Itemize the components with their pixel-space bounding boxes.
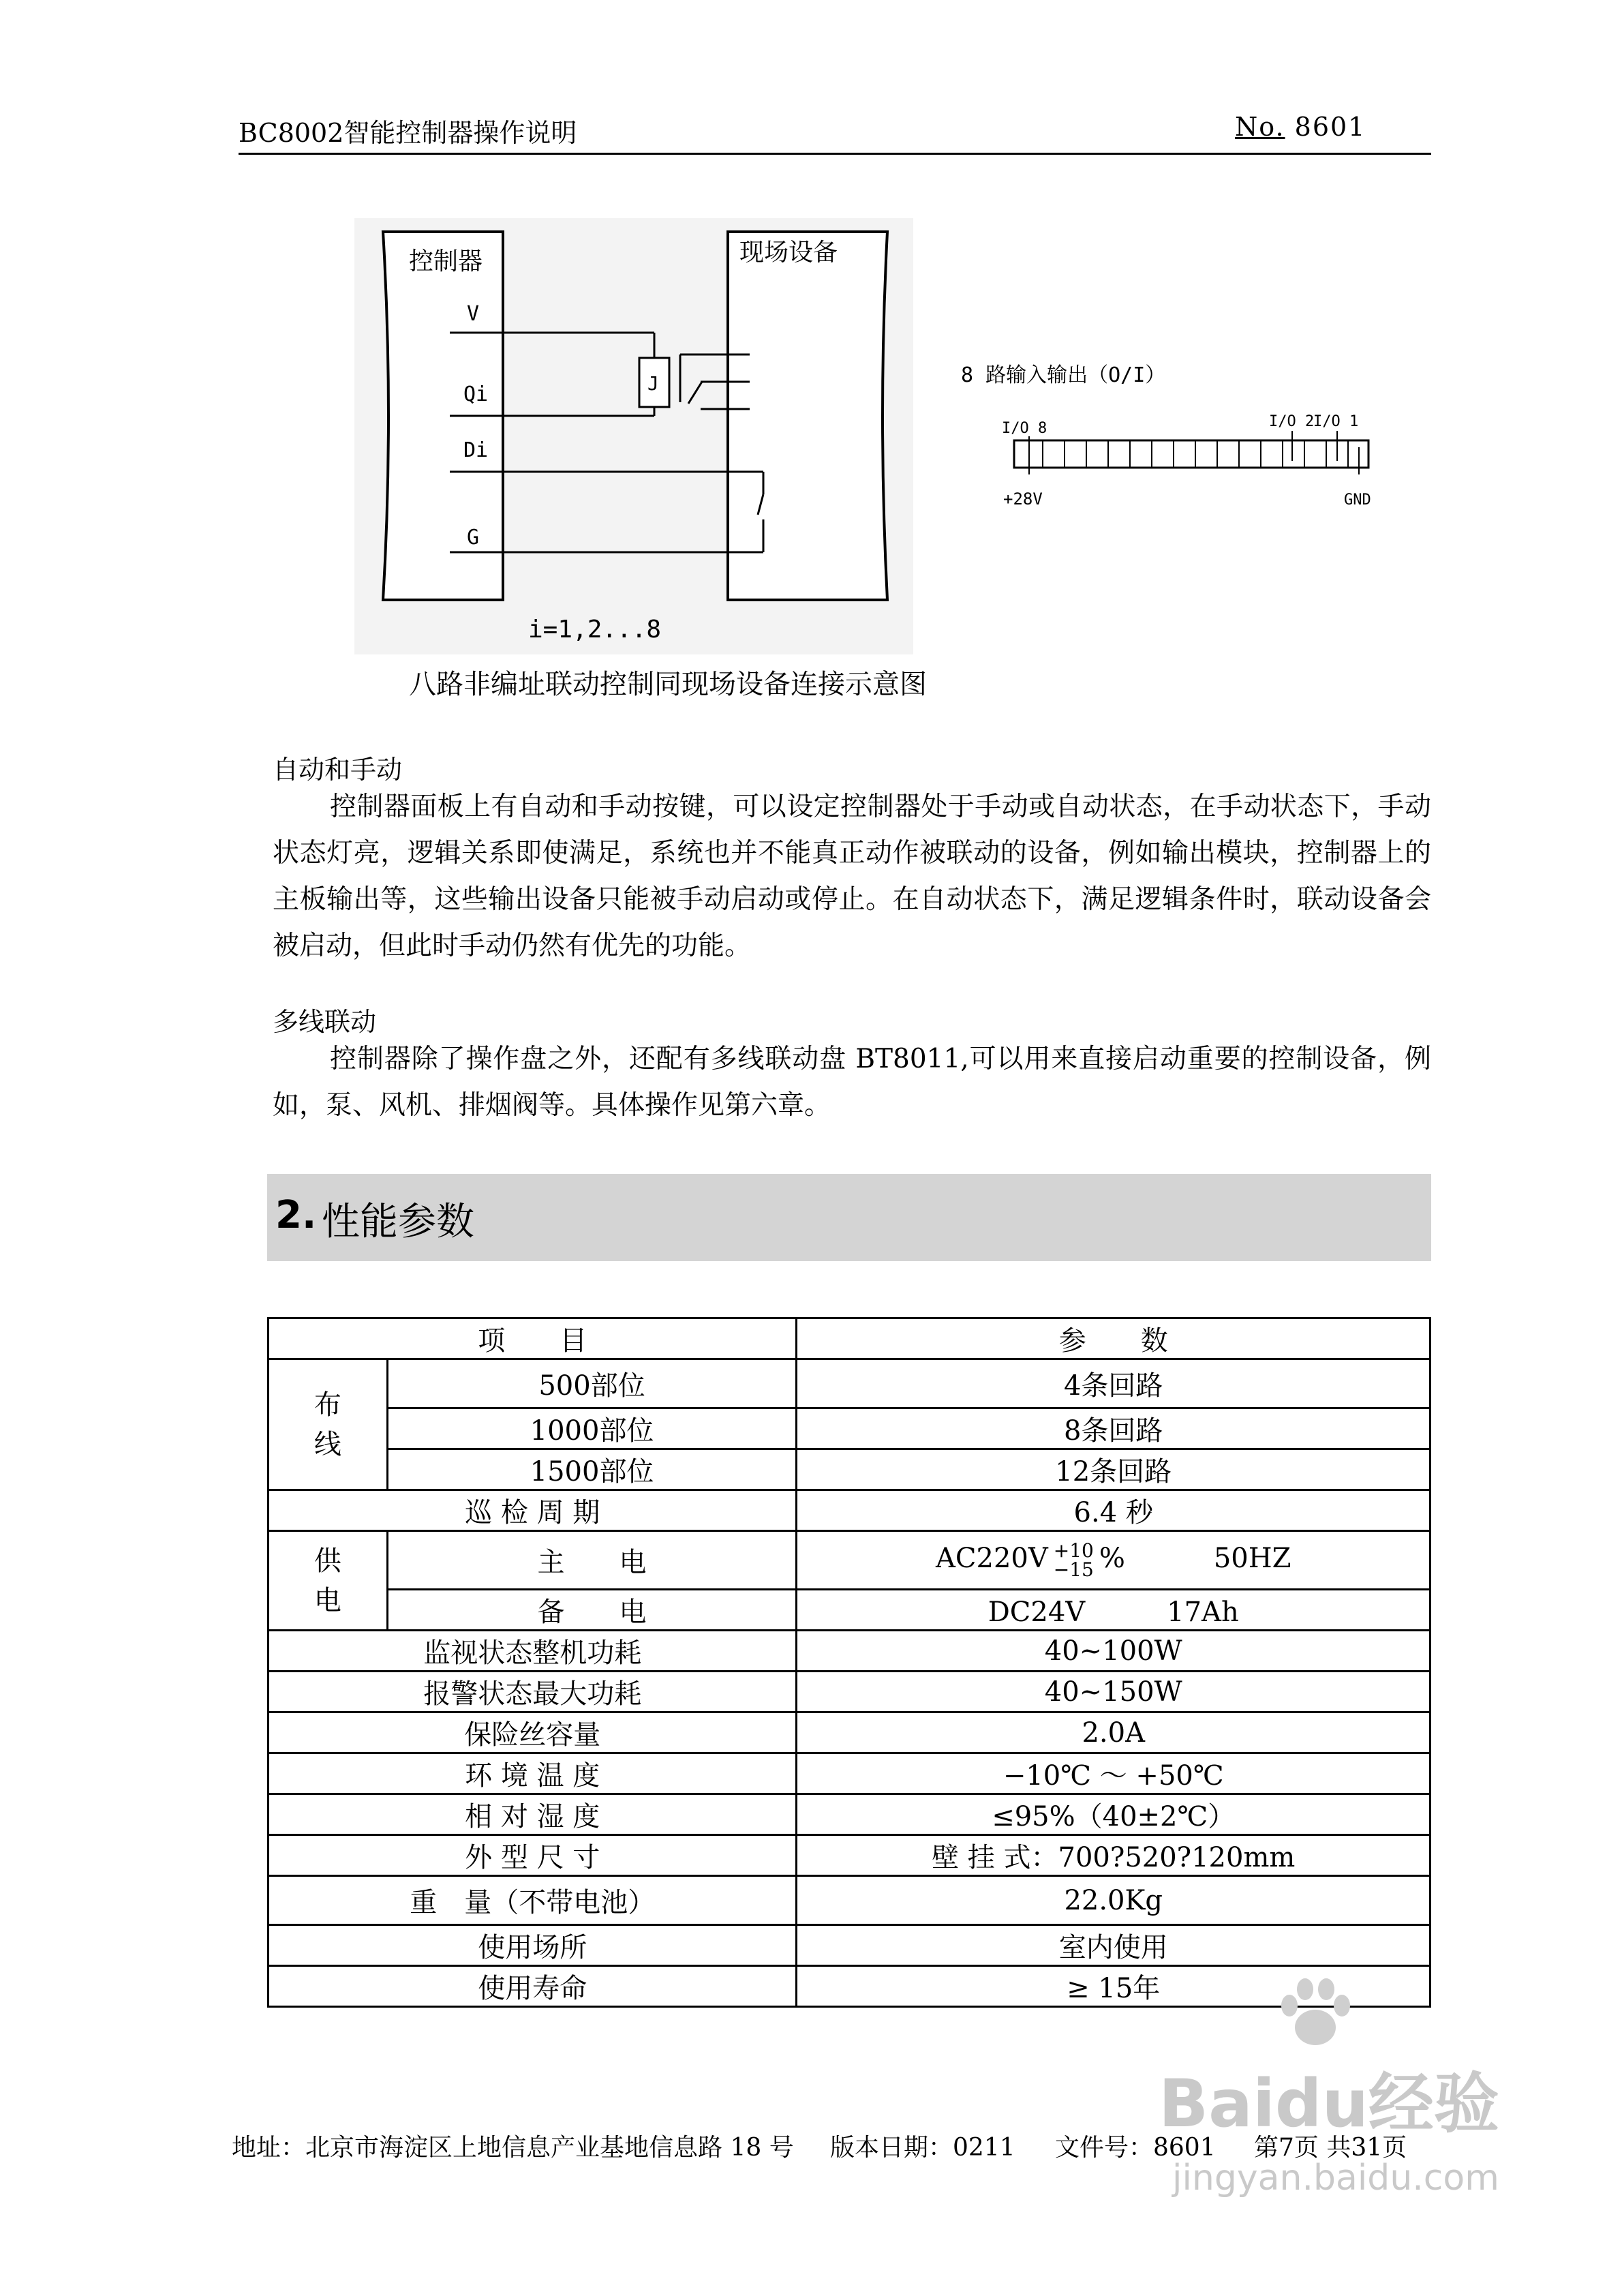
table-row xyxy=(269,1672,1430,1712)
auto-manual-paragraph: 控制器面板上有自动和手动按键，可以设定控制器处于手动或自动状态，在手动状态下，手动状态灯亮，逻辑关系即使满足，系统也并不能真正动作被联动的设备，例如输出模块，控制器上的主板输出等，这些输出设备只能被手动启动或停止。在自动状态下，满足逻辑条件时，联动设备会被启动，但此时手动仍然有优先的功能。 xyxy=(273,791,1431,961)
wiring-diagram xyxy=(354,218,913,654)
power-group-char-2: 电 xyxy=(313,1584,341,1616)
index-note: i=1,2...8 xyxy=(528,616,662,644)
wiring-group-cell xyxy=(269,1359,388,1490)
multi-line-title: 多线联动 xyxy=(273,1007,377,1037)
spec-value: −10℃ ～ +50℃ xyxy=(797,1753,1430,1794)
watermark-brand: Baidu经验 xyxy=(1159,2066,1499,2142)
spec-item: 监视状态整机功耗 xyxy=(269,1631,797,1672)
power-group-char-1: 供 xyxy=(313,1545,341,1577)
table-row xyxy=(269,1966,1430,2007)
wiring-value-1500: 12条回路 xyxy=(797,1449,1430,1490)
auto-manual-title: 自动和手动 xyxy=(273,755,403,785)
wiring-group-char-2: 线 xyxy=(313,1428,341,1460)
spec-item: 报警状态最大功耗 xyxy=(269,1672,797,1712)
io8-label: I/O 8 xyxy=(1002,420,1047,437)
pin-g-label: G xyxy=(467,526,480,549)
section-title: 性能参数 xyxy=(322,1200,474,1244)
footer-page: 第7页 共31页 xyxy=(1254,2134,1407,2162)
footer-file-no: 文件号：8601 xyxy=(1055,2134,1216,2162)
io2-label: I/O 2 xyxy=(1269,413,1315,430)
table-row xyxy=(269,1531,1430,1590)
gnd-label: GND xyxy=(1344,492,1371,509)
paw-logo-icon xyxy=(1274,1977,1356,2052)
section-number: 2. xyxy=(275,1193,317,1237)
wiring-value-1000: 8条回路 xyxy=(797,1408,1430,1449)
patrol-item: 巡 检 周 期 xyxy=(269,1490,797,1531)
auto-manual-body xyxy=(273,784,1431,969)
footer-version-date: 版本日期：0211 xyxy=(830,2134,1015,2162)
wiring-value-500: 4条回路 xyxy=(797,1359,1430,1408)
wiring-item-1500: 1500部位 xyxy=(387,1449,797,1490)
table-row xyxy=(269,1794,1430,1835)
main-power-frequency: 50HZ xyxy=(1213,1542,1291,1574)
pin-qi-label: Qi xyxy=(463,382,489,406)
spec-item: 重 量（不带电池） xyxy=(269,1876,797,1925)
backup-power-value: DC24V 17Ah xyxy=(797,1590,1430,1631)
patrol-value: 6.4 秒 xyxy=(797,1490,1430,1531)
spec-value: 壁 挂 式：700?520?120mm xyxy=(797,1835,1430,1876)
field-device-label: 现场设备 xyxy=(739,239,838,267)
power-group-cell xyxy=(269,1531,388,1631)
spec-item: 使用场所 xyxy=(269,1925,797,1966)
watermark-url: jingyan.baidu.com xyxy=(1172,2158,1499,2199)
table-row xyxy=(269,1712,1430,1753)
field-device-box xyxy=(728,232,887,600)
spec-value: 2.0A xyxy=(797,1712,1430,1753)
section-heading xyxy=(267,1174,1431,1261)
header-param-cell: 参 数 xyxy=(797,1318,1430,1359)
table-row xyxy=(269,1835,1430,1876)
document-number-value: 8601 xyxy=(1294,112,1366,142)
backup-power-item: 备 电 xyxy=(387,1590,797,1631)
table-row xyxy=(269,1449,1430,1490)
main-power-tolerance-up: +10 xyxy=(1053,1539,1094,1562)
spec-item: 相 对 湿 度 xyxy=(269,1794,797,1835)
relay-j-label: J xyxy=(647,372,659,395)
multi-line-paragraph: 控制器除了操作盘之外，还配有多线联动盘 BT8011,可以用来直接启动重要的控制设备，例如，泵、风机、排烟阀等。具体操作见第六章。 xyxy=(273,1044,1431,1121)
spec-value: 室内使用 xyxy=(797,1925,1430,1966)
document-title: BC8002智能控制器操作说明 xyxy=(239,118,577,148)
table-row xyxy=(269,1590,1430,1631)
document-number-label: No. xyxy=(1235,112,1285,142)
pin-v-label: V xyxy=(467,302,480,326)
main-power-percent: % xyxy=(1099,1542,1125,1574)
terminal-title: 8 路输入输出（O/I） xyxy=(961,363,1166,387)
spec-value: 22.0Kg xyxy=(797,1876,1430,1925)
table-row xyxy=(269,1925,1430,1966)
terminal-strip-diagram xyxy=(954,361,1390,525)
spec-value: 40~100W xyxy=(797,1631,1430,1672)
main-power-tolerance-down: −15 xyxy=(1053,1558,1094,1581)
main-power-tolerance xyxy=(1054,1541,1094,1580)
pin-di-label: Di xyxy=(463,438,489,462)
header-item-cell: 项 目 xyxy=(269,1318,797,1359)
terminal-block xyxy=(1014,440,1368,468)
spec-value: 40~150W xyxy=(797,1672,1430,1712)
header-rule xyxy=(239,153,1431,155)
spec-item: 使用寿命 xyxy=(269,1966,797,2007)
table-header-row xyxy=(269,1318,1430,1359)
diagram-caption: 八路非编址联动控制同现场设备连接示意图 xyxy=(409,669,927,700)
table-row xyxy=(269,1753,1430,1794)
spec-value: ≥ 15年 xyxy=(797,1966,1430,2007)
table-row xyxy=(269,1408,1430,1449)
spec-item: 环 境 温 度 xyxy=(269,1753,797,1794)
spec-item: 外 型 尺 寸 xyxy=(269,1835,797,1876)
wiring-group-char-1: 布 xyxy=(313,1389,341,1421)
table-row xyxy=(269,1876,1430,1925)
document-number xyxy=(1235,112,1366,142)
spec-item: 保险丝容量 xyxy=(269,1712,797,1753)
main-power-item: 主 电 xyxy=(387,1531,797,1590)
main-power-voltage: AC220V xyxy=(936,1542,1048,1574)
plus28v-label: +28V xyxy=(1003,489,1043,509)
multi-line-body xyxy=(273,1036,1431,1129)
table-row xyxy=(269,1631,1430,1672)
wiring-item-500: 500部位 xyxy=(387,1359,797,1408)
io1-label: I/O 1 xyxy=(1313,413,1359,430)
spec-value: ≤95%（40±2℃） xyxy=(797,1794,1430,1835)
controller-label: 控制器 xyxy=(409,247,483,275)
main-power-value xyxy=(797,1531,1430,1590)
performance-table xyxy=(267,1317,1431,2008)
table-row xyxy=(269,1490,1430,1531)
table-row xyxy=(269,1359,1430,1408)
footer-address: 地址：北京市海淀区上地信息产业基地信息路 18 号 xyxy=(232,2134,794,2162)
wiring-item-1000: 1000部位 xyxy=(387,1408,797,1449)
